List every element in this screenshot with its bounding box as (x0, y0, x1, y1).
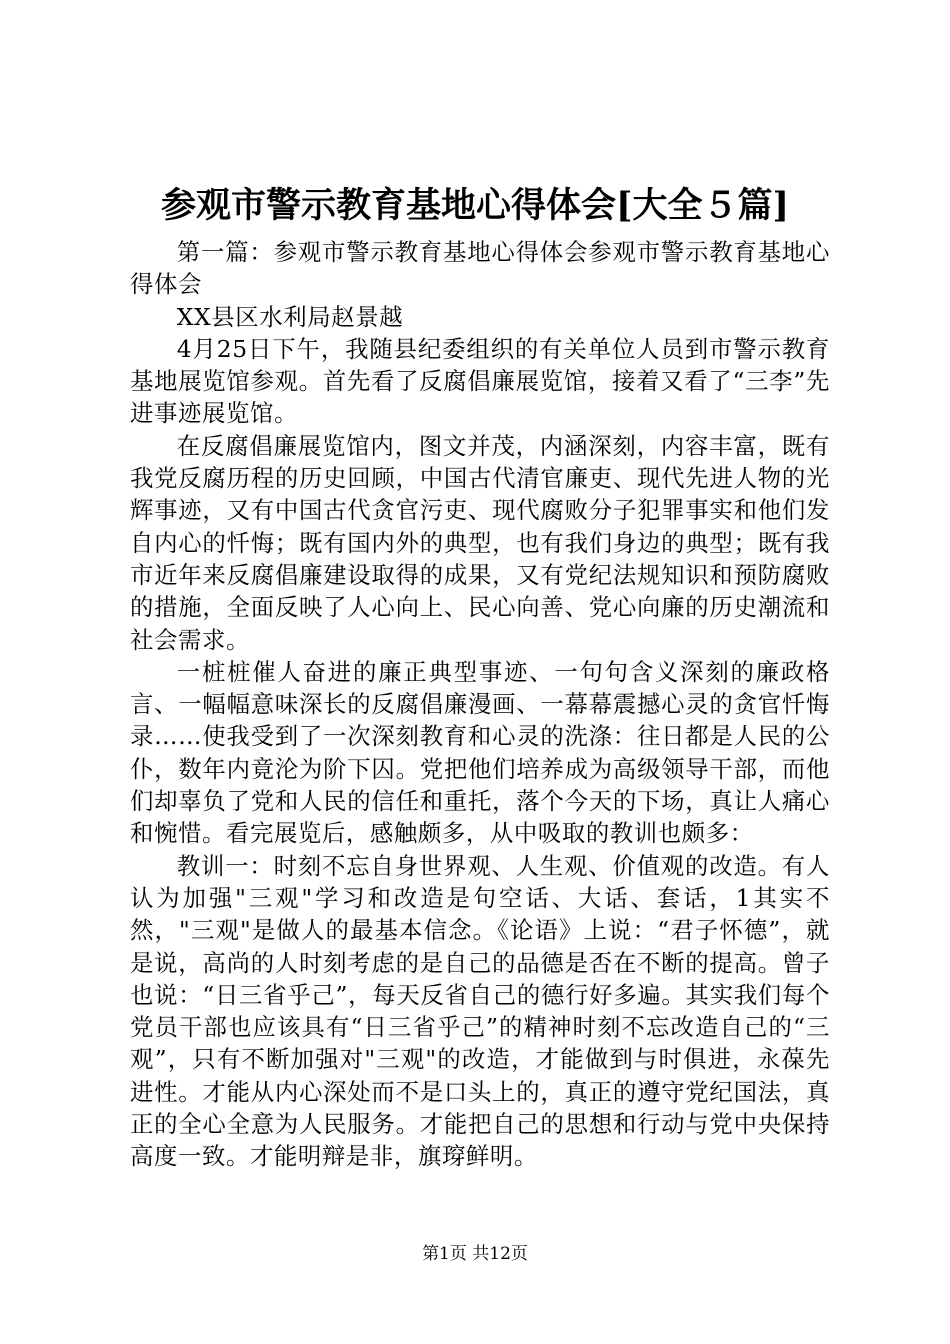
page-footer: 第1页 共12页 (422, 1244, 528, 1264)
paragraph-author: XX县区水利局赵景越 (176, 302, 404, 331)
paragraph-lesson-one: 教训一：时刻不忘自身世界观、人生观、价值观的改造。有人认为加强"三观"学习和改造是句空话、大话、套话，1其实不然，"三观"是做人的最基本信念。《论语》上说：“君子怀德”，就是说，高尚的人时刻考虑的是自己的品德是否在不断的提高。曾子也说：“日三省乎己”，每天反省自己的德行好多遍。其实我们每个党员干部也应该具有“日三省乎己”的精神时刻不忘改造自己的“三观”，只有不断加强对"三观"的改造，才能做到与时俱进，永葆先进性。才能从内心深处而不是口头上的，真正的遵守党纪国法，真正的全心全意为人民服务。才能把自己的思想和行动与党中央保持高度一致。才能明辩是非，旗瑏鲜明。 (130, 851, 830, 1171)
paragraph-chapter-heading: 第一篇：参观市警示教育基地心得体会参观市警示教育基地心得体会 (130, 238, 830, 299)
paragraph-reflection: 一桩桩催人奋进的廉正典型事迹、一句句含义深刻的廉政格言、一幅幅意味深长的反腐倡廉漫画、一幕幕震撼心灵的贪官忏悔录……使我受到了一次深刻教育和心灵的洗涤：往日都是人民的公仆，数年内竟沦为阶下囚。党把他们培养成为高级领导干部，而他们却辜负了党和人民的信任和重托，落个今天的下场，真让人痛心和惋惜。看完展览后，感触颇多，从中吸取的教训也颇多： (130, 657, 830, 848)
document-body (130, 236, 830, 1173)
document-title: 参观市警示教育基地心得体会[大全５篇] (160, 185, 790, 226)
paragraph-exhibition-content: 在反腐倡廉展览馆内，图文并茂，内涵深刻，内容丰富，既有我党反腐历程的历史回顾，中国古代清官廉吏、现代先进人物的光辉事迹，又有中国古代贪官污吏、现代腐败分子犯罪事实和他们发自内心的忏悔；既有国内外的典型，也有我们身边的典型；既有我市近年来反腐倡廉建设取得的成果，又有党纪法规知识和预防腐败的措施，全面反映了人心向上、民心向善、党心向廉的历史潮流和社会需求。 (130, 431, 830, 654)
paragraph-visit-intro: 4月25日下午，我随县纪委组织的有关单位人员到市警示教育基地展览馆参观。首先看了反腐倡廉展览馆，接着又看了“三李”先进事迹展览馆。 (130, 334, 830, 428)
